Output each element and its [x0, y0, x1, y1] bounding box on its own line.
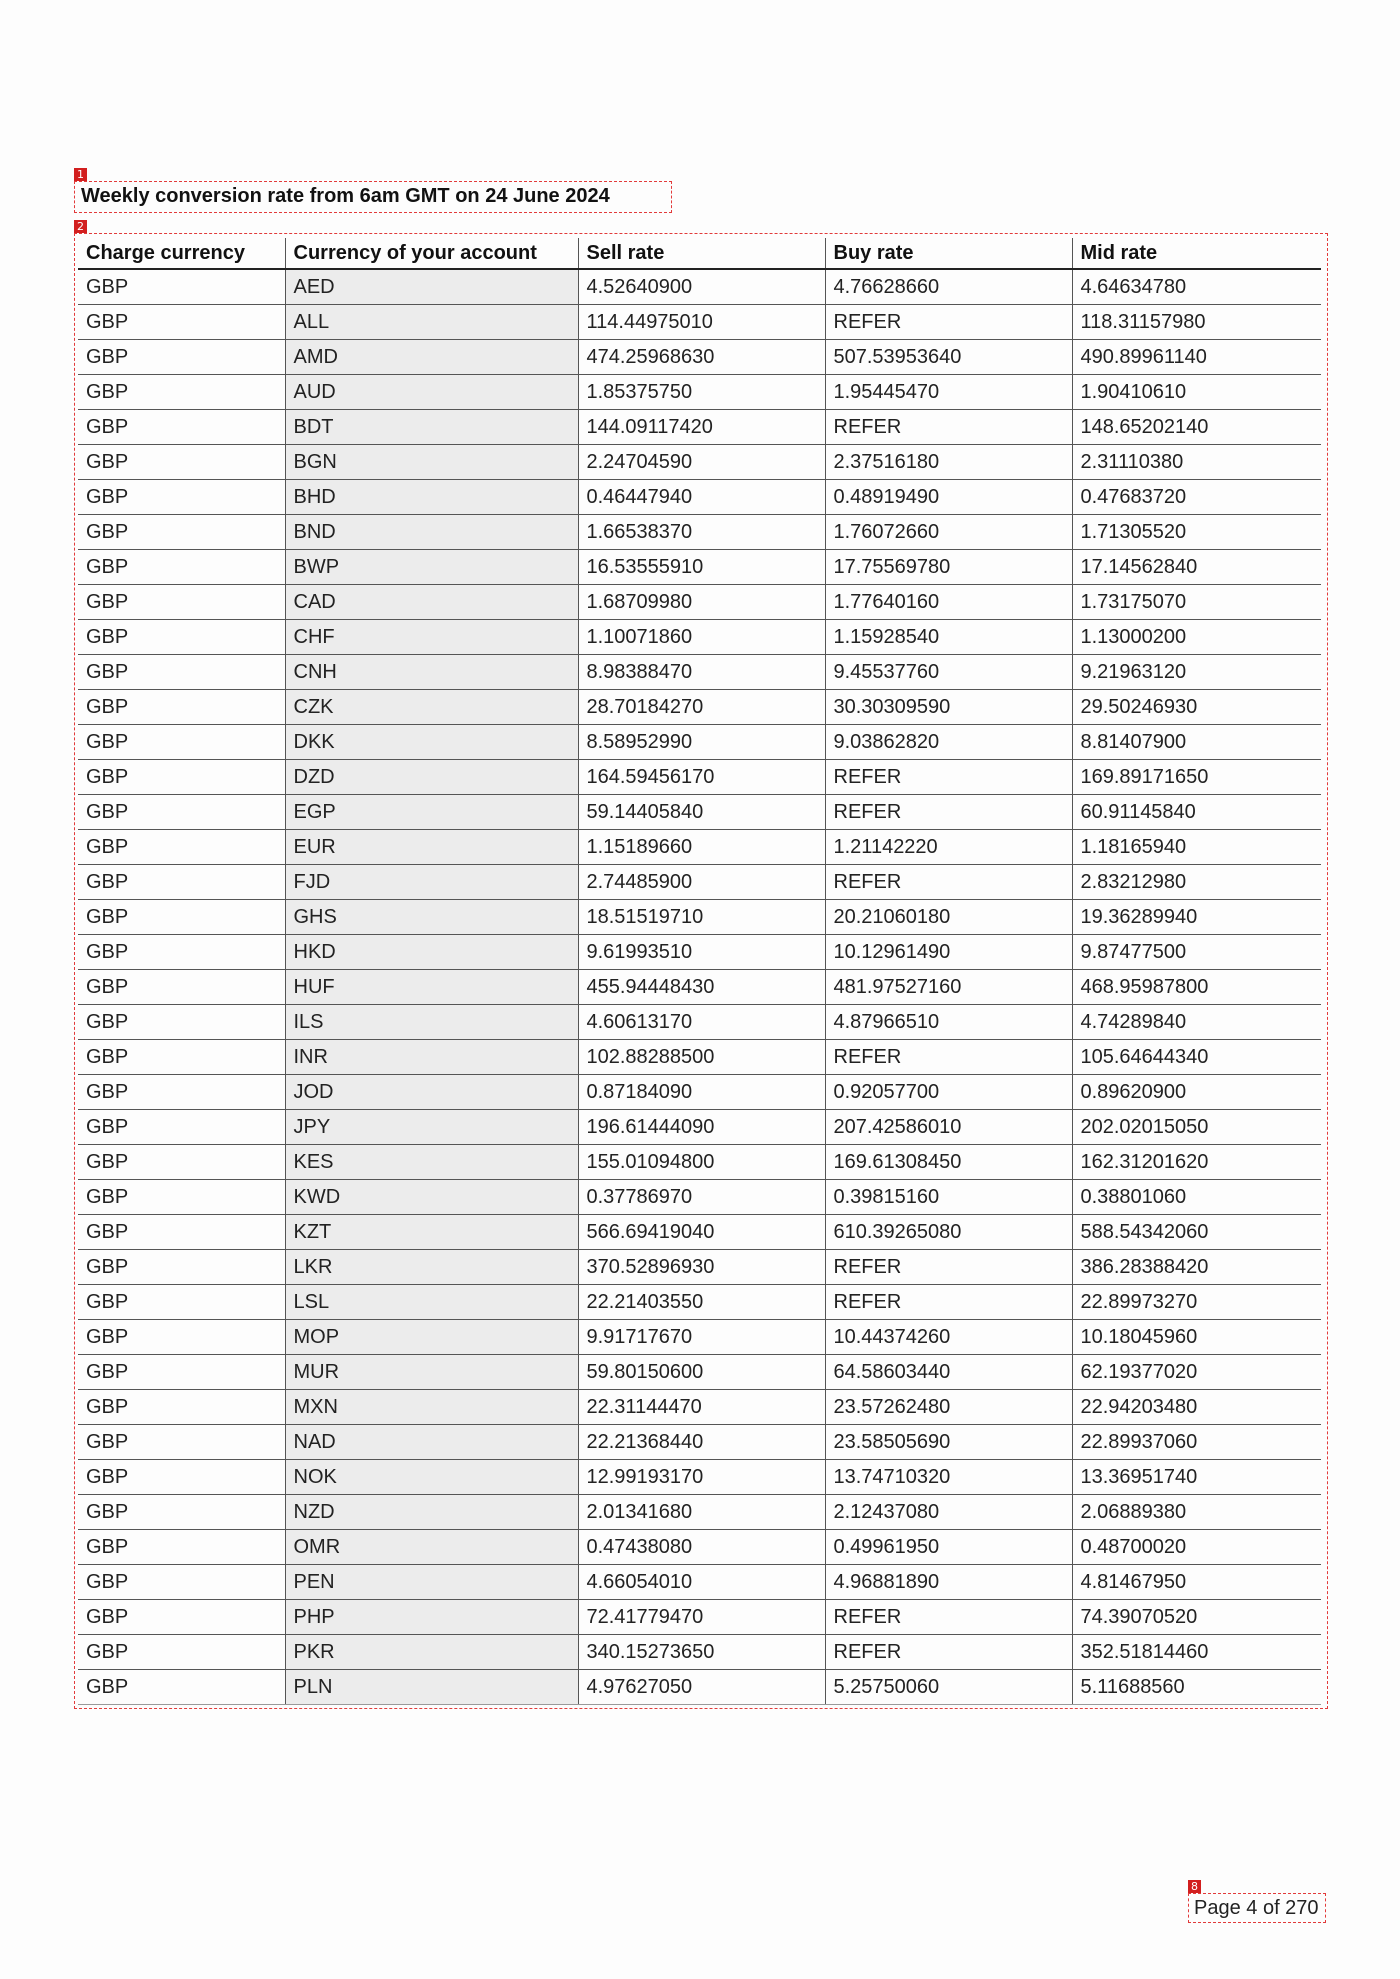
charge-currency-cell: GBP — [78, 1635, 285, 1670]
table-row — [78, 480, 1321, 515]
buy-rate-cell: 4.96881890 — [825, 1565, 1072, 1600]
mid-rate-cell: 9.21963120 — [1072, 655, 1321, 690]
buy-rate-cell: REFER — [825, 1600, 1072, 1635]
buy-rate-cell: 4.76628660 — [825, 269, 1072, 305]
sell-rate-cell: 0.46447940 — [578, 480, 825, 515]
mid-rate-cell: 22.89973270 — [1072, 1285, 1321, 1320]
mid-rate-cell: 1.90410610 — [1072, 375, 1321, 410]
sell-rate-cell: 0.87184090 — [578, 1075, 825, 1110]
region-tag: 8 — [1188, 1880, 1201, 1893]
buy-rate-cell: 1.77640160 — [825, 585, 1072, 620]
column-header-charge-currency: Charge currency — [78, 238, 285, 269]
sell-rate-cell: 8.58952990 — [578, 725, 825, 760]
table-row — [78, 1005, 1321, 1040]
charge-currency-cell: GBP — [78, 515, 285, 550]
table-row — [78, 1565, 1321, 1600]
sell-rate-cell: 144.09117420 — [578, 410, 825, 445]
table-row — [78, 1180, 1321, 1215]
sell-rate-cell: 1.10071860 — [578, 620, 825, 655]
sell-rate-cell: 4.97627050 — [578, 1670, 825, 1705]
table-row — [78, 725, 1321, 760]
account-currency-cell: OMR — [285, 1530, 578, 1565]
mid-rate-cell: 386.28388420 — [1072, 1250, 1321, 1285]
sell-rate-cell: 1.68709980 — [578, 585, 825, 620]
charge-currency-cell: GBP — [78, 655, 285, 690]
buy-rate-cell: 0.49961950 — [825, 1530, 1072, 1565]
buy-rate-cell: 0.39815160 — [825, 1180, 1072, 1215]
charge-currency-cell: GBP — [78, 620, 285, 655]
sell-rate-cell: 155.01094800 — [578, 1145, 825, 1180]
buy-rate-cell: 23.57262480 — [825, 1390, 1072, 1425]
table-row — [78, 1355, 1321, 1390]
sell-rate-cell: 12.99193170 — [578, 1460, 825, 1495]
account-currency-cell: LSL — [285, 1285, 578, 1320]
sell-rate-cell: 474.25968630 — [578, 340, 825, 375]
charge-currency-cell: GBP — [78, 690, 285, 725]
sell-rate-cell: 8.98388470 — [578, 655, 825, 690]
charge-currency-cell: GBP — [78, 1110, 285, 1145]
buy-rate-cell: REFER — [825, 305, 1072, 340]
table-body — [78, 269, 1321, 1705]
sell-rate-cell: 370.52896930 — [578, 1250, 825, 1285]
buy-rate-cell: REFER — [825, 865, 1072, 900]
charge-currency-cell: GBP — [78, 1075, 285, 1110]
table-row — [78, 1460, 1321, 1495]
table-row — [78, 340, 1321, 375]
account-currency-cell: AUD — [285, 375, 578, 410]
charge-currency-cell: GBP — [78, 1530, 285, 1565]
mid-rate-cell: 2.31110380 — [1072, 445, 1321, 480]
mid-rate-cell: 4.81467950 — [1072, 1565, 1321, 1600]
mid-rate-cell: 148.65202140 — [1072, 410, 1321, 445]
mid-rate-cell: 0.38801060 — [1072, 1180, 1321, 1215]
account-currency-cell: BWP — [285, 550, 578, 585]
account-currency-cell: BDT — [285, 410, 578, 445]
charge-currency-cell: GBP — [78, 1565, 285, 1600]
charge-currency-cell: GBP — [78, 830, 285, 865]
table-row — [78, 900, 1321, 935]
account-currency-cell: DKK — [285, 725, 578, 760]
sell-rate-cell: 4.66054010 — [578, 1565, 825, 1600]
sell-rate-cell: 1.66538370 — [578, 515, 825, 550]
table-row — [78, 1250, 1321, 1285]
mid-rate-cell: 8.81407900 — [1072, 725, 1321, 760]
buy-rate-cell: REFER — [825, 795, 1072, 830]
mid-rate-cell: 22.94203480 — [1072, 1390, 1321, 1425]
charge-currency-cell: GBP — [78, 1355, 285, 1390]
sell-rate-cell: 59.80150600 — [578, 1355, 825, 1390]
sell-rate-cell: 1.85375750 — [578, 375, 825, 410]
charge-currency-cell: GBP — [78, 340, 285, 375]
mid-rate-cell: 4.74289840 — [1072, 1005, 1321, 1040]
table-header-row — [78, 238, 1321, 269]
account-currency-cell: GHS — [285, 900, 578, 935]
mid-rate-cell: 1.13000200 — [1072, 620, 1321, 655]
table-row — [78, 1670, 1321, 1705]
buy-rate-cell: 64.58603440 — [825, 1355, 1072, 1390]
account-currency-cell: NAD — [285, 1425, 578, 1460]
account-currency-cell: NOK — [285, 1460, 578, 1495]
account-currency-cell: MUR — [285, 1355, 578, 1390]
sell-rate-cell: 2.24704590 — [578, 445, 825, 480]
buy-rate-cell: 1.95445470 — [825, 375, 1072, 410]
charge-currency-cell: GBP — [78, 900, 285, 935]
buy-rate-cell: 0.48919490 — [825, 480, 1072, 515]
account-currency-cell: HKD — [285, 935, 578, 970]
charge-currency-cell: GBP — [78, 480, 285, 515]
charge-currency-cell: GBP — [78, 865, 285, 900]
account-currency-cell: PHP — [285, 1600, 578, 1635]
charge-currency-cell: GBP — [78, 1215, 285, 1250]
page-title: Weekly conversion rate from 6am GMT on 24 June 2024 — [81, 185, 610, 207]
account-currency-cell: PKR — [285, 1635, 578, 1670]
account-currency-cell: JOD — [285, 1075, 578, 1110]
table-row — [78, 1600, 1321, 1635]
account-currency-cell: KZT — [285, 1215, 578, 1250]
mid-rate-cell: 2.83212980 — [1072, 865, 1321, 900]
charge-currency-cell: GBP — [78, 1600, 285, 1635]
table-row — [78, 1495, 1321, 1530]
buy-rate-cell: 4.87966510 — [825, 1005, 1072, 1040]
table-region — [74, 220, 1328, 1709]
sell-rate-cell: 1.15189660 — [578, 830, 825, 865]
table-row — [78, 305, 1321, 340]
table-row — [78, 1215, 1321, 1250]
buy-rate-cell: 1.15928540 — [825, 620, 1072, 655]
mid-rate-cell: 105.64644340 — [1072, 1040, 1321, 1075]
sell-rate-cell: 0.37786970 — [578, 1180, 825, 1215]
buy-rate-cell: REFER — [825, 1250, 1072, 1285]
account-currency-cell: AED — [285, 269, 578, 305]
sell-rate-cell: 28.70184270 — [578, 690, 825, 725]
mid-rate-cell: 62.19377020 — [1072, 1355, 1321, 1390]
mid-rate-cell: 74.39070520 — [1072, 1600, 1321, 1635]
charge-currency-cell: GBP — [78, 1145, 285, 1180]
table-row — [78, 585, 1321, 620]
charge-currency-cell: GBP — [78, 1460, 285, 1495]
table-row — [78, 1530, 1321, 1565]
buy-rate-cell: 1.76072660 — [825, 515, 1072, 550]
mid-rate-cell: 4.64634780 — [1072, 269, 1321, 305]
table-row — [78, 1320, 1321, 1355]
table-row — [78, 760, 1321, 795]
table-row — [78, 410, 1321, 445]
account-currency-cell: ILS — [285, 1005, 578, 1040]
buy-rate-cell: 610.39265080 — [825, 1215, 1072, 1250]
mid-rate-cell: 490.89961140 — [1072, 340, 1321, 375]
sell-rate-cell: 22.31144470 — [578, 1390, 825, 1425]
mid-rate-cell: 1.73175070 — [1072, 585, 1321, 620]
mid-rate-cell: 162.31201620 — [1072, 1145, 1321, 1180]
table-row — [78, 795, 1321, 830]
sell-rate-cell: 72.41779470 — [578, 1600, 825, 1635]
charge-currency-cell: GBP — [78, 1670, 285, 1705]
buy-rate-cell: 507.53953640 — [825, 340, 1072, 375]
table-row — [78, 1145, 1321, 1180]
charge-currency-cell: GBP — [78, 585, 285, 620]
account-currency-cell: FJD — [285, 865, 578, 900]
account-currency-cell: BGN — [285, 445, 578, 480]
buy-rate-cell: REFER — [825, 1040, 1072, 1075]
account-currency-cell: CHF — [285, 620, 578, 655]
charge-currency-cell: GBP — [78, 760, 285, 795]
table-row — [78, 970, 1321, 1005]
table-row — [78, 1075, 1321, 1110]
charge-currency-cell: GBP — [78, 550, 285, 585]
charge-currency-cell: GBP — [78, 1180, 285, 1215]
charge-currency-cell: GBP — [78, 1320, 285, 1355]
sell-rate-cell: 9.61993510 — [578, 935, 825, 970]
mid-rate-cell: 169.89171650 — [1072, 760, 1321, 795]
charge-currency-cell: GBP — [78, 305, 285, 340]
buy-rate-cell: REFER — [825, 1635, 1072, 1670]
account-currency-cell: BHD — [285, 480, 578, 515]
table-row — [78, 655, 1321, 690]
table-row — [78, 1425, 1321, 1460]
account-currency-cell: AMD — [285, 340, 578, 375]
sell-rate-cell: 59.14405840 — [578, 795, 825, 830]
mid-rate-cell: 17.14562840 — [1072, 550, 1321, 585]
mid-rate-cell: 19.36289940 — [1072, 900, 1321, 935]
sell-rate-cell: 566.69419040 — [578, 1215, 825, 1250]
column-header-mid-rate: Mid rate — [1072, 238, 1321, 269]
buy-rate-cell: 20.21060180 — [825, 900, 1072, 935]
account-currency-cell: EGP — [285, 795, 578, 830]
account-currency-cell: PLN — [285, 1670, 578, 1705]
charge-currency-cell: GBP — [78, 1285, 285, 1320]
sell-rate-cell: 340.15273650 — [578, 1635, 825, 1670]
sell-rate-cell: 4.60613170 — [578, 1005, 825, 1040]
mid-rate-cell: 118.31157980 — [1072, 305, 1321, 340]
mid-rate-cell: 22.89937060 — [1072, 1425, 1321, 1460]
sell-rate-cell: 196.61444090 — [578, 1110, 825, 1145]
account-currency-cell: LKR — [285, 1250, 578, 1285]
mid-rate-cell: 1.71305520 — [1072, 515, 1321, 550]
account-currency-cell: CNH — [285, 655, 578, 690]
account-currency-cell: JPY — [285, 1110, 578, 1145]
charge-currency-cell: GBP — [78, 410, 285, 445]
charge-currency-cell: GBP — [78, 1390, 285, 1425]
buy-rate-cell: 0.92057700 — [825, 1075, 1072, 1110]
sell-rate-cell: 18.51519710 — [578, 900, 825, 935]
sell-rate-cell: 4.52640900 — [578, 269, 825, 305]
table-row — [78, 1040, 1321, 1075]
mid-rate-cell: 1.18165940 — [1072, 830, 1321, 865]
charge-currency-cell: GBP — [78, 1425, 285, 1460]
table-row — [78, 515, 1321, 550]
column-header-sell-rate: Sell rate — [578, 238, 825, 269]
account-currency-cell: BND — [285, 515, 578, 550]
buy-rate-cell: 2.37516180 — [825, 445, 1072, 480]
mid-rate-cell: 0.48700020 — [1072, 1530, 1321, 1565]
sell-rate-cell: 22.21368440 — [578, 1425, 825, 1460]
charge-currency-cell: GBP — [78, 269, 285, 305]
mid-rate-cell: 5.11688560 — [1072, 1670, 1321, 1705]
account-currency-cell: HUF — [285, 970, 578, 1005]
charge-currency-cell: GBP — [78, 1250, 285, 1285]
sell-rate-cell: 22.21403550 — [578, 1285, 825, 1320]
region-tag: 1 — [74, 168, 87, 181]
mid-rate-cell: 13.36951740 — [1072, 1460, 1321, 1495]
mid-rate-cell: 10.18045960 — [1072, 1320, 1321, 1355]
table-row — [78, 620, 1321, 655]
buy-rate-cell: 481.97527160 — [825, 970, 1072, 1005]
column-header-buy-rate: Buy rate — [825, 238, 1072, 269]
mid-rate-cell: 202.02015050 — [1072, 1110, 1321, 1145]
column-header-account-currency: Currency of your account — [285, 238, 578, 269]
footer-region — [1188, 1880, 1326, 1923]
account-currency-cell: DZD — [285, 760, 578, 795]
table-row — [78, 1110, 1321, 1145]
buy-rate-cell: 169.61308450 — [825, 1145, 1072, 1180]
account-currency-cell: MXN — [285, 1390, 578, 1425]
charge-currency-cell: GBP — [78, 1040, 285, 1075]
mid-rate-cell: 0.89620900 — [1072, 1075, 1321, 1110]
buy-rate-cell: 10.12961490 — [825, 935, 1072, 970]
account-currency-cell: CZK — [285, 690, 578, 725]
table-row — [78, 690, 1321, 725]
table-row — [78, 1390, 1321, 1425]
sell-rate-cell: 455.94448430 — [578, 970, 825, 1005]
buy-rate-cell: REFER — [825, 410, 1072, 445]
buy-rate-cell: 9.03862820 — [825, 725, 1072, 760]
mid-rate-cell: 352.51814460 — [1072, 1635, 1321, 1670]
sell-rate-cell: 0.47438080 — [578, 1530, 825, 1565]
account-currency-cell: CAD — [285, 585, 578, 620]
conversion-rate-table — [78, 238, 1321, 1705]
account-currency-cell: ALL — [285, 305, 578, 340]
buy-rate-cell: 10.44374260 — [825, 1320, 1072, 1355]
buy-rate-cell: 17.75569780 — [825, 550, 1072, 585]
charge-currency-cell: GBP — [78, 1005, 285, 1040]
charge-currency-cell: GBP — [78, 970, 285, 1005]
account-currency-cell: KWD — [285, 1180, 578, 1215]
sell-rate-cell: 114.44975010 — [578, 305, 825, 340]
mid-rate-cell: 60.91145840 — [1072, 795, 1321, 830]
charge-currency-cell: GBP — [78, 1495, 285, 1530]
table-row — [78, 375, 1321, 410]
table-row — [78, 550, 1321, 585]
buy-rate-cell: 1.21142220 — [825, 830, 1072, 865]
table-row — [78, 1635, 1321, 1670]
page-number: Page 4 of 270 — [1194, 1897, 1319, 1919]
mid-rate-cell: 29.50246930 — [1072, 690, 1321, 725]
buy-rate-cell: 13.74710320 — [825, 1460, 1072, 1495]
region-tag: 2 — [74, 220, 87, 233]
mid-rate-cell: 468.95987800 — [1072, 970, 1321, 1005]
mid-rate-cell: 9.87477500 — [1072, 935, 1321, 970]
account-currency-cell: INR — [285, 1040, 578, 1075]
charge-currency-cell: GBP — [78, 725, 285, 760]
table-row — [78, 269, 1321, 305]
account-currency-cell: EUR — [285, 830, 578, 865]
account-currency-cell: KES — [285, 1145, 578, 1180]
charge-currency-cell: GBP — [78, 935, 285, 970]
buy-rate-cell: 23.58505690 — [825, 1425, 1072, 1460]
sell-rate-cell: 164.59456170 — [578, 760, 825, 795]
account-currency-cell: MOP — [285, 1320, 578, 1355]
charge-currency-cell: GBP — [78, 795, 285, 830]
account-currency-cell: PEN — [285, 1565, 578, 1600]
sell-rate-cell: 2.74485900 — [578, 865, 825, 900]
table-row — [78, 865, 1321, 900]
table-row — [78, 1285, 1321, 1320]
sell-rate-cell: 102.88288500 — [578, 1040, 825, 1075]
title-region — [74, 168, 672, 213]
buy-rate-cell: 30.30309590 — [825, 690, 1072, 725]
buy-rate-cell: 2.12437080 — [825, 1495, 1072, 1530]
table-row — [78, 935, 1321, 970]
buy-rate-cell: 5.25750060 — [825, 1670, 1072, 1705]
table-row — [78, 830, 1321, 865]
buy-rate-cell: REFER — [825, 760, 1072, 795]
account-currency-cell: NZD — [285, 1495, 578, 1530]
mid-rate-cell: 588.54342060 — [1072, 1215, 1321, 1250]
buy-rate-cell: 9.45537760 — [825, 655, 1072, 690]
buy-rate-cell: 207.42586010 — [825, 1110, 1072, 1145]
mid-rate-cell: 2.06889380 — [1072, 1495, 1321, 1530]
charge-currency-cell: GBP — [78, 375, 285, 410]
sell-rate-cell: 9.91717670 — [578, 1320, 825, 1355]
mid-rate-cell: 0.47683720 — [1072, 480, 1321, 515]
buy-rate-cell: REFER — [825, 1285, 1072, 1320]
table-row — [78, 445, 1321, 480]
sell-rate-cell: 2.01341680 — [578, 1495, 825, 1530]
sell-rate-cell: 16.53555910 — [578, 550, 825, 585]
charge-currency-cell: GBP — [78, 445, 285, 480]
